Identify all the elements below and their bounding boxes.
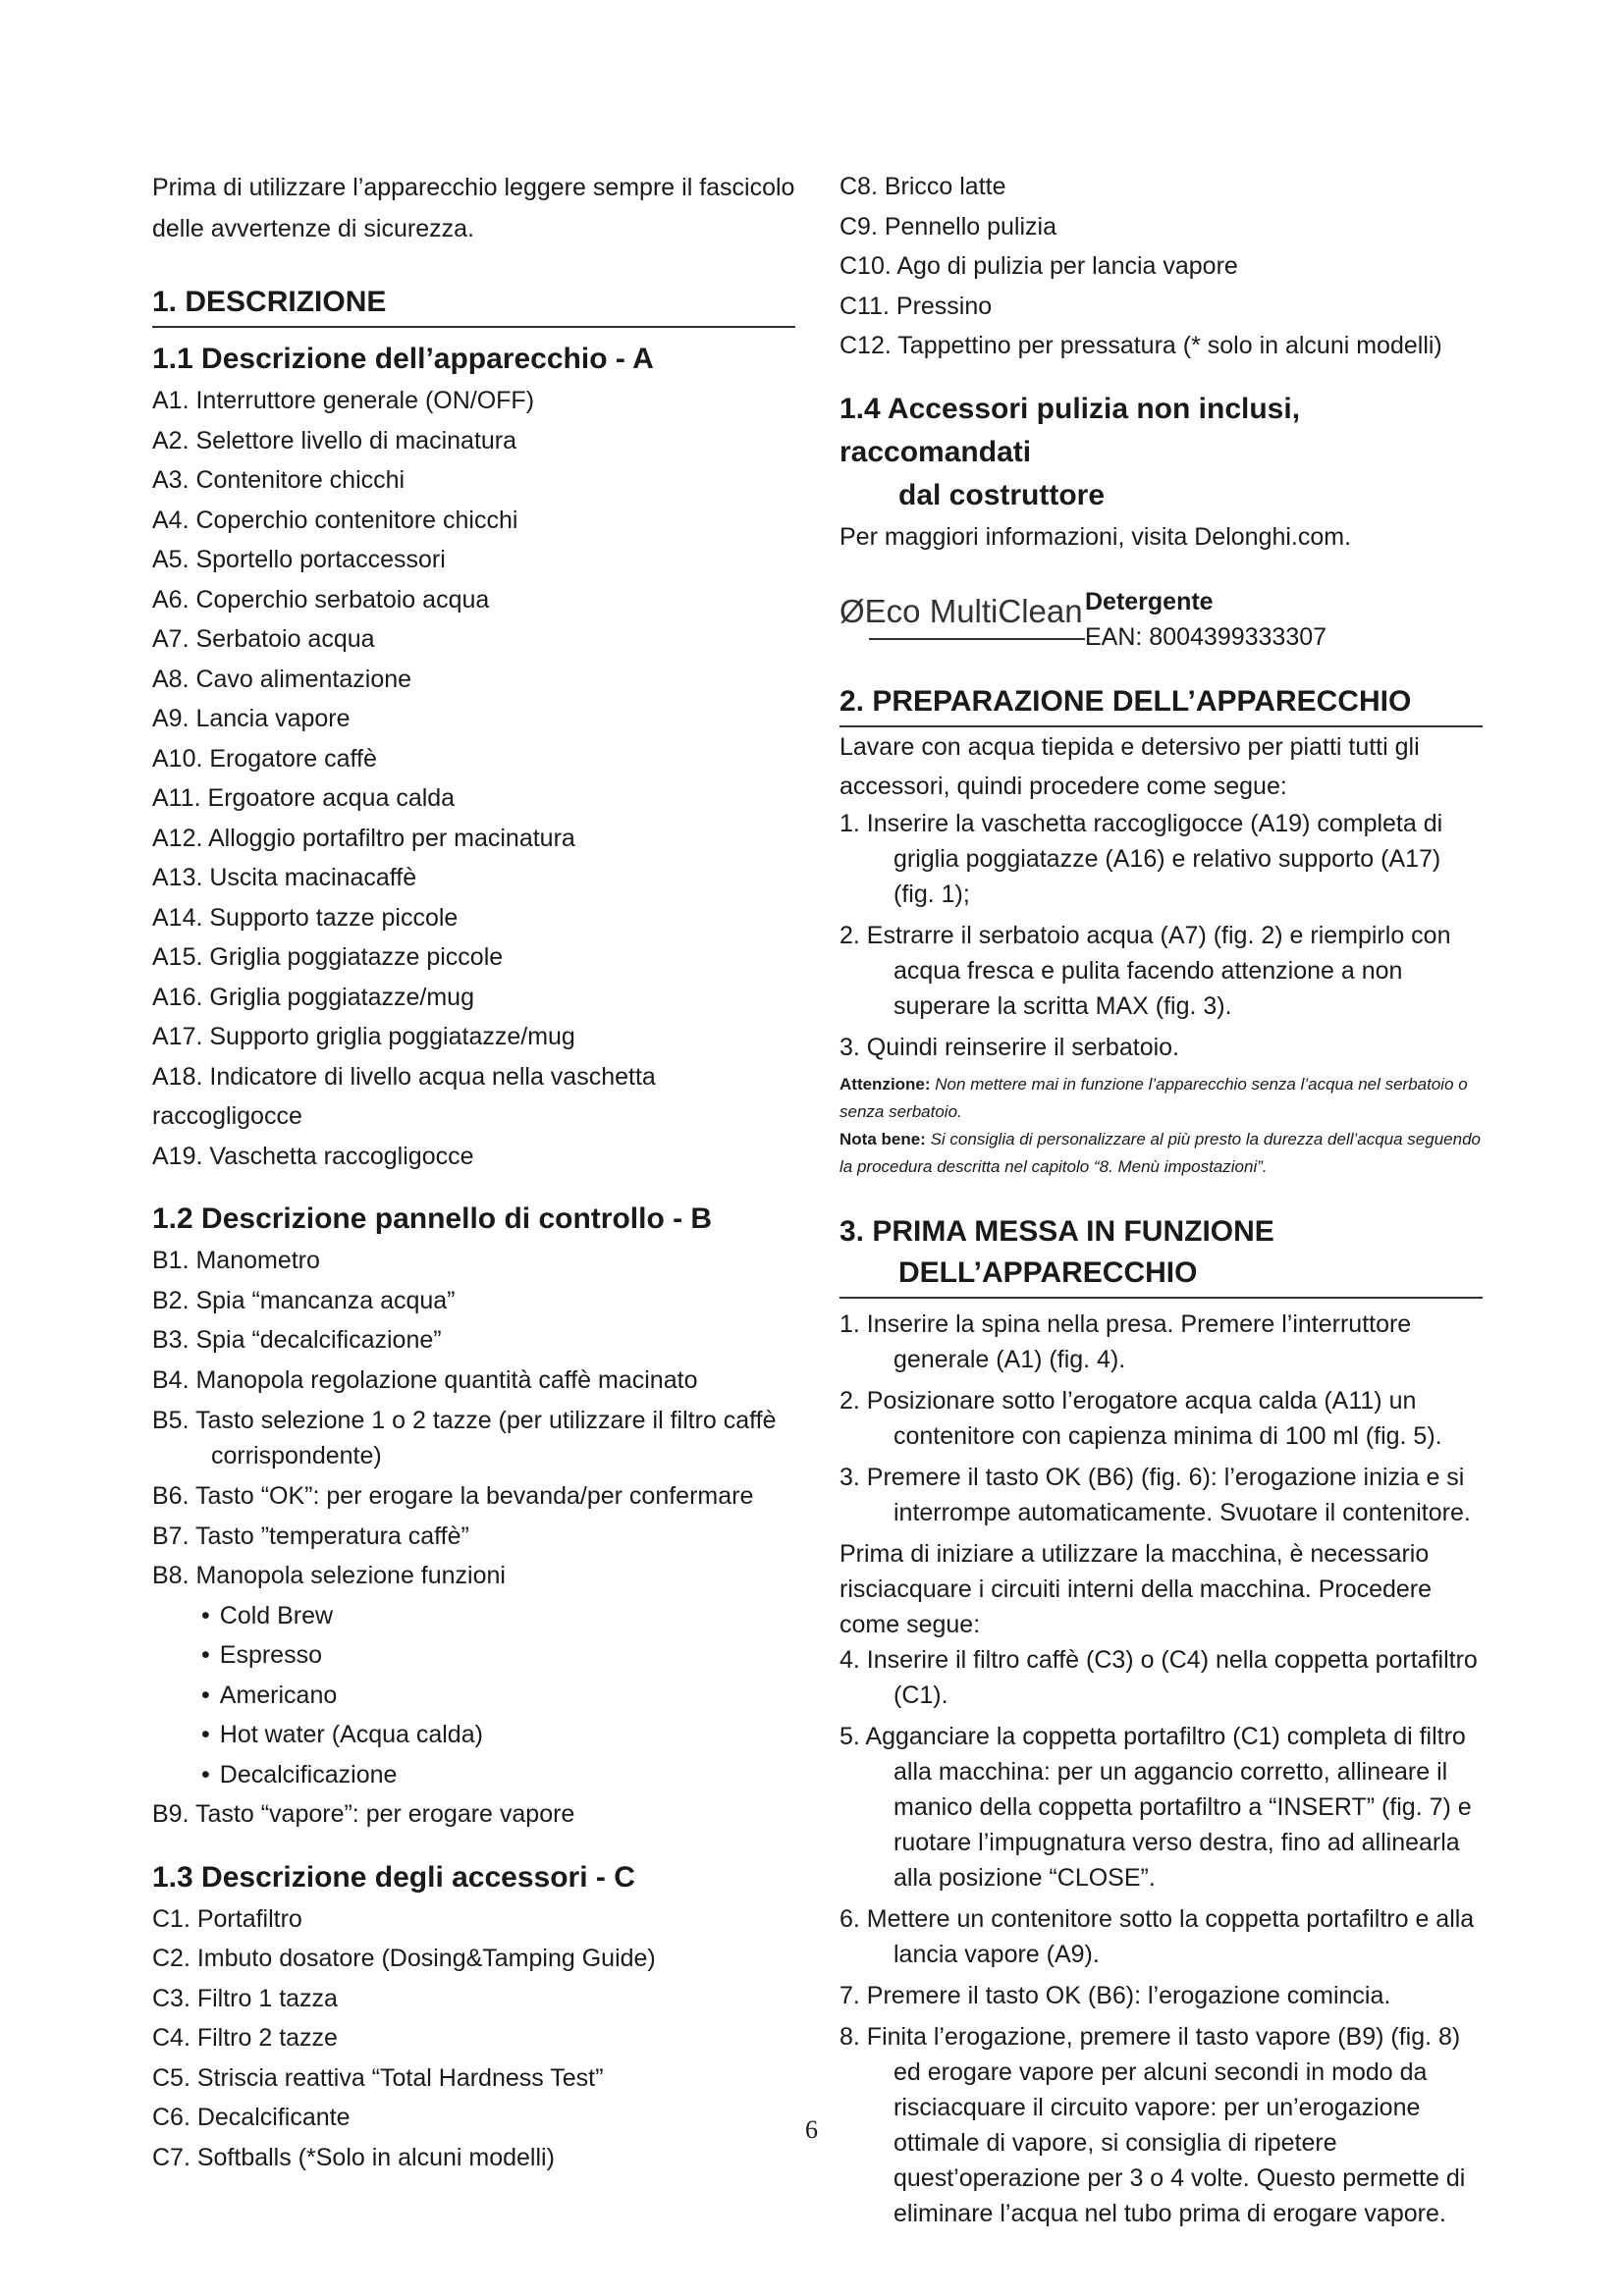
list-item: B1. Manometro: [152, 1247, 320, 1274]
section-2-steps: [839, 806, 1483, 1065]
list-item: A8. Cavo alimentazione: [152, 665, 412, 693]
list-item: A19. Vaschetta raccogligocce: [152, 1142, 474, 1170]
list-item: C1. Portafiltro: [152, 1904, 302, 1933]
section-1-title: 1. DESCRIZIONE: [152, 283, 795, 328]
list-item: C9. Pennello pulizia: [839, 212, 1056, 240]
nota-bene-label: Nota bene:: [839, 1129, 926, 1148]
section-1-4-title-cont: dal costruttore: [898, 478, 1106, 511]
list-item: 3. Quindi reinserire il serbatoio.: [839, 1033, 1179, 1061]
list-item: C6. Decalcificante: [152, 2104, 351, 2131]
list-item: C10. Ago di pulizia per lancia vapore: [839, 252, 1238, 280]
list-item: A2. Selettore livello di macinatura: [152, 426, 517, 454]
logo-underline: [869, 638, 1085, 640]
section-3-steps-b: [839, 1642, 1483, 2231]
list-item: • Espresso: [201, 1635, 795, 1676]
list-item: A10. Erogatore caffè: [152, 744, 377, 773]
list-item: A3. Contenitore chicchi: [152, 466, 406, 494]
list-item: A13. Uscita macinacaffè: [152, 864, 417, 891]
list-item: 2. Posizionare sotto l’erogatore acqua calda (A11) un contenitore con capienza minima di 100 ml (fig. 5).: [839, 1386, 1442, 1450]
list-item: • Cold Brew: [201, 1596, 795, 1636]
product-title: Detergente: [1085, 587, 1214, 615]
nota-bene-text: Si consiglia di personalizzare al più presto la durezza dell’acqua seguendo la procedura descritta nel capitolo “8. Menù impostazioni”.: [839, 1129, 1481, 1176]
list-item: A12. Alloggio portafiltro per macinatura: [152, 824, 575, 852]
a-items-list: [152, 381, 795, 1176]
list-item: B8. Manopola selezione funzioni: [152, 1562, 506, 1589]
list-item: B3. Spia “decalcificazione”: [152, 1326, 442, 1354]
logo-text: ØEco MultiClean: [839, 592, 1083, 629]
attention-note: [839, 1071, 1483, 1126]
list-item: A16. Griglia poggiatazze/mug: [152, 983, 474, 1011]
list-item: C3. Filtro 1 tazza: [152, 1984, 338, 2012]
list-item: C11. Pressino: [839, 292, 993, 320]
c-items-list-left: [152, 1899, 795, 2178]
attention-text: Non mettere mai in funzione l’apparecchio senza l’acqua nel serbatoio o senza serbatoio.: [839, 1074, 1468, 1121]
section-3-steps-a: [839, 1307, 1483, 1530]
list-item: C2. Imbuto dosatore (Dosing&Tamping Guide): [152, 1945, 656, 1972]
list-item: A11. Ergoatore acqua calda: [152, 784, 456, 812]
list-item: A18. Indicatore di livello acqua nella vaschetta raccogligocce: [152, 1062, 656, 1130]
section-2-title: 2. PREPARAZIONE DELL’APPARECCHIO: [839, 682, 1483, 727]
section-1-4-text: Per maggiori informazioni, visita Delonghi.com.: [839, 522, 1352, 551]
list-item: A17. Supporto griglia poggiatazze/mug: [152, 1023, 575, 1050]
list-item: A4. Coperchio contenitore chicchi: [152, 506, 518, 534]
section-1-3-title: 1.3 Descrizione degli accessori - C: [152, 1860, 635, 1894]
list-item: B9. Tasto “vapore”: per erogare vapore: [152, 1800, 575, 1828]
b-items-list: [152, 1241, 795, 1596]
intro-text: Prima di utilizzare l’apparecchio leggere sempre il fascicolo delle avvertenze di sicurezza.: [152, 174, 795, 242]
list-item: B7. Tasto ”temperatura caffè”: [152, 1522, 469, 1550]
page-number: 6: [805, 2115, 818, 2144]
product-info: [1085, 584, 1326, 655]
list-item: A5. Sportello portaccessori: [152, 546, 446, 573]
section-1-1-title: 1.1 Descrizione dell’apparecchio - A: [152, 343, 654, 375]
b8-options-list: [152, 1596, 795, 1795]
list-item: B6. Tasto “OK”: per erogare la bevanda/per confermare: [152, 1482, 754, 1510]
list-item: 8. Finita l’erogazione, premere il tasto vapore (B9) (fig. 8) ed erogare vapore per alcuni secondi in modo da risciacquare il circuito vapore: per un’erogazione ottimale di vapore, si consiglia di ripetere quest’operazione per 3 o 4 volte. Questo permette di eliminare l’acqua nel tubo prima di erogare vapore.: [839, 2022, 1466, 2227]
list-item: 1. Inserire la spina nella presa. Premere l’interruttore generale (A1) (fig. 4).: [839, 1309, 1412, 1373]
list-item: C5. Striscia reattiva “Total Hardness Test”: [152, 2063, 604, 2092]
list-item: • Americano: [201, 1676, 795, 1716]
list-item: A14. Supporto tazze piccole: [152, 903, 459, 932]
list-item: A7. Serbatoio acqua: [152, 625, 375, 653]
list-item: 5. Agganciare la coppetta portafiltro (C1) completa di filtro alla macchina: per un aggancio corretto, allineare il manico della coppetta portafiltro a “INSERT” (fig. 7) e ruotare l’impugnatura verso destra, fino ad allinearla alla posizione “CLOSE”.: [839, 1722, 1472, 1892]
left-column: [152, 167, 795, 2177]
list-item: • Decalcificazione: [201, 1755, 795, 1795]
product-ean: EAN: 8004399333307: [1085, 622, 1327, 651]
section-1-2-title: 1.2 Descrizione pannello di controllo - B: [152, 1202, 713, 1235]
list-item: 4. Inserire il filtro caffè (C3) o (C4) nella coppetta portafiltro (C1).: [839, 1645, 1478, 1709]
list-item: • Hot water (Acqua calda): [201, 1715, 795, 1755]
list-item: C8. Bricco latte: [839, 173, 1006, 200]
c-items-list-right: [839, 167, 1483, 366]
list-item: 3. Premere il tasto OK (B6) (fig. 6): l’erogazione inizia e si interrompe automaticamente. Svuotare il contenitore.: [839, 1463, 1471, 1526]
list-item: B2. Spia “mancanza acqua”: [152, 1286, 456, 1314]
list-item: A6. Coperchio serbatoio acqua: [152, 585, 490, 614]
nota-bene-note: [839, 1126, 1483, 1181]
section-1-4-title: 1.4 Accessori pulizia non inclusi, raccomandati: [839, 392, 1301, 468]
list-item: 6. Mettere un contenitore sotto la coppetta portafiltro e alla lancia vapore (A9).: [839, 1904, 1475, 1968]
list-item: 2. Estrarre il serbatoio acqua (A7) (fig. 2) e riempirlo con acqua fresca e pulita facendo attenzione a non superare la scritta MAX (fig. 3).: [839, 921, 1451, 1020]
list-item: B5. Tasto selezione 1 o 2 tazze (per utilizzare il filtro caffè corrispondente): [152, 1407, 777, 1469]
right-column: [839, 167, 1483, 2237]
section-3-middle: Prima di iniziare a utilizzare la macchina, è necessario risciacquare i circuiti interni della macchina. Procedere come segue:: [839, 1539, 1433, 1638]
list-item: 7. Premere il tasto OK (B6): l’erogazione comincia.: [839, 1981, 1391, 2009]
section-3-title-cont: DELL’APPARECCHIO: [839, 1254, 1483, 1299]
list-item: A1. Interruttore generale (ON/OFF): [152, 387, 535, 414]
attention-label: Attenzione:: [839, 1074, 931, 1094]
list-item: 1. Inserire la vaschetta raccogligocce (A19) completa di griglia poggiatazze (A16) e relativo supporto (A17) (fig. 1);: [839, 809, 1443, 908]
section-2-intro: Lavare con acqua tiepida e detersivo per piatti tutti gli accessori, quindi procedere come segue:: [839, 732, 1420, 800]
product-row: [839, 584, 1483, 655]
list-item: C4. Filtro 2 tazze: [152, 2024, 338, 2052]
list-item: C7. Softballs (*Solo in alcuni modelli): [152, 2143, 555, 2171]
b9-list: [152, 1794, 795, 1835]
section-3-title: 3. PRIMA MESSA IN FUNZIONE: [839, 1214, 1274, 1248]
list-item: B4. Manopola regolazione quantità caffè macinato: [152, 1365, 698, 1394]
list-item: A15. Griglia poggiatazze piccole: [152, 943, 504, 971]
list-item: C12. Tappettino per pressatura (* solo in alcuni modelli): [839, 332, 1442, 359]
list-item: A9. Lancia vapore: [152, 705, 351, 732]
eco-multiclean-logo: [839, 585, 1085, 654]
